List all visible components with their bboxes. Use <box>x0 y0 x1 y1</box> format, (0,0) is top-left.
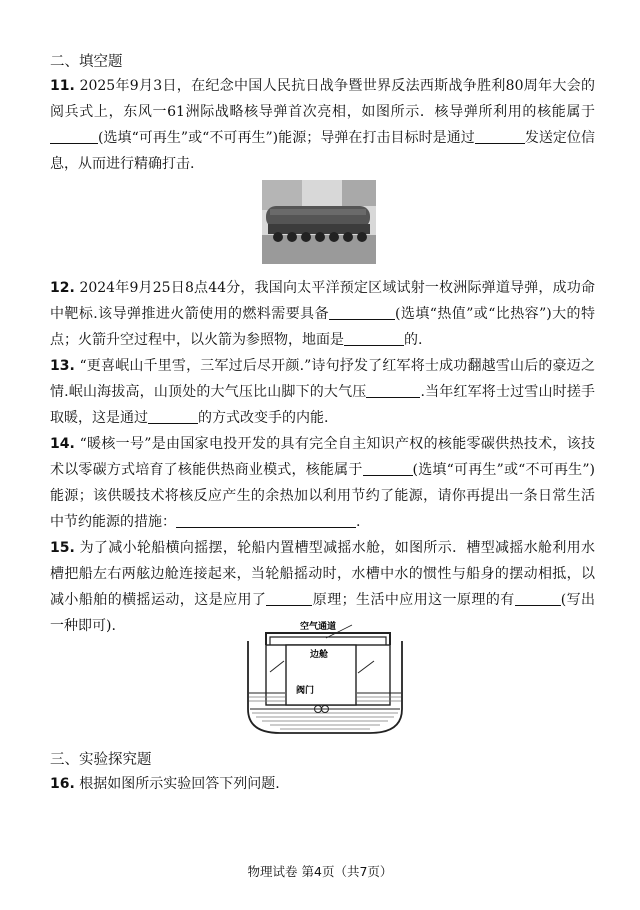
question-number: 11. <box>50 78 75 94</box>
question-number: 14. <box>50 436 75 452</box>
answer-blank[interactable] <box>266 591 312 606</box>
question-text: 的方式改变手的内能. <box>198 410 329 426</box>
answer-blank[interactable] <box>148 409 198 424</box>
question-13 <box>50 353 595 431</box>
question-text: (选填“热值”或“比热容”)大的特点；火箭升空过程中，以火箭为参照物，地面是 <box>50 306 595 348</box>
question-number: 15. <box>50 540 75 556</box>
answer-blank[interactable] <box>363 461 413 476</box>
question-text: 为了减小轮船横向摇摆，轮船内置槽型减摇水舱，如图所示．槽型减摇水舱利用水槽把船左右两舷边舱连接起来，当轮船摇动时，水槽中水的惯性与船身的摆动相抵，以减小船舶的横摇运动，这是应用了 <box>50 540 595 608</box>
answer-blank[interactable] <box>176 513 356 528</box>
question-text: 的. <box>404 332 423 348</box>
label-side-tank: 边舱 <box>310 650 329 660</box>
question-text: (选填“可再生”或“不可再生”)能源；该供暖技术将核反应产生的余热加以利用节约了能源，请你再提出一条日常生活中节约能源的措施： <box>50 462 595 530</box>
question-number: 13. <box>50 358 75 374</box>
answer-blank[interactable] <box>329 305 395 320</box>
answer-blank[interactable] <box>366 383 420 398</box>
question-11 <box>50 73 595 177</box>
question-text: “暖核一号”是由国家电投开发的具有完全自主知识产权的核能零碳供热技术，该技术以零碳方式培育了核能供热商业模式，核能属于 <box>50 436 596 478</box>
question-text: 2024年9月25日8点44分，我国向太平洋预定区域试射一枚洲际弹道导弹，成功命中靶标.该导弹推进火箭使用的燃料需要具备 <box>50 280 595 322</box>
ship-cross-section <box>240 617 410 737</box>
question-text: . <box>356 514 361 530</box>
question-text: .当年红军将士过雪山时搓手取暖，这是通过 <box>50 384 596 426</box>
label-valve: 阀门 <box>296 686 315 696</box>
answer-blank[interactable] <box>475 129 525 144</box>
answer-blank[interactable] <box>515 591 561 606</box>
question-text: (选填“可再生”或“不可再生”)能源；导弹在打击目标时是通过 <box>98 130 475 146</box>
question-text: (写出一种即可). <box>50 592 595 634</box>
question-text: “更喜岷山千里雪，三军过后尽开颜.”诗句抒发了红军将士成功翻越雪山后的豪迈之情.岷山海拔高，山顶处的大气压比山脚下的大气压 <box>50 358 595 400</box>
question-14 <box>50 431 595 535</box>
missile-vehicle-image <box>262 180 376 264</box>
missile-photo <box>262 180 376 264</box>
answer-blank[interactable] <box>344 331 404 346</box>
question-text: 原理；生活中应用这一原理的有 <box>312 592 515 608</box>
question-text: 2025年9月3日，在纪念中国人民抗日战争暨世界反法西斯战争胜利80周年大会的阅兵式上，东风一61洲际战略核导弹首次亮相，如图所示．核导弹所利用的核能属于 <box>50 78 595 120</box>
question-number: 16. <box>50 776 75 792</box>
section-title-experiment: 三、实验探究题 <box>50 752 152 768</box>
answer-blank[interactable] <box>50 129 98 144</box>
question-number: 12. <box>50 280 75 296</box>
section-title-fill-in: 二、填空题 <box>50 54 123 70</box>
page-footer: 物理试卷 第4页（共7页） <box>247 864 393 879</box>
anti-roll-tank-diagram <box>240 617 410 737</box>
question-text: 发送定位信息，从而进行精确打击. <box>50 130 595 172</box>
question-text: 根据如图所示实验回答下列问题. <box>79 776 280 792</box>
question-12 <box>50 275 595 353</box>
label-air-channel: 空气通道 <box>300 622 337 632</box>
question-16 <box>50 771 595 797</box>
